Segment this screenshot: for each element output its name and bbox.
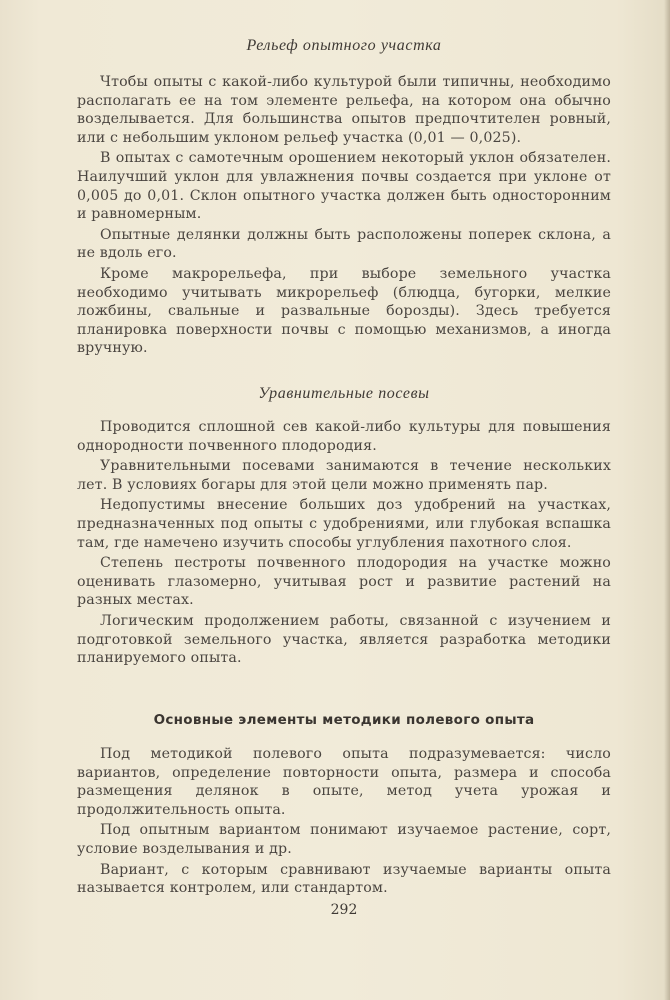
paragraph: Логическим продолжением работы, связанной с изучением и подготовкой земельного участка, является разработка методики планируемого опыта. [77, 612, 611, 667]
paragraph: Вариант, с которым сравнивают изучаемые варианты опыта называется контролем, или стандартом. [77, 861, 611, 897]
page-edge-shadow [664, 0, 670, 1000]
page-number: 292 [330, 902, 358, 918]
section-title-leveling-crops: Уравнительные посевы [258, 385, 430, 402]
section-body-leveling-crops [77, 418, 611, 668]
section-title-relief: Рельеф опытного участка [246, 37, 442, 54]
paragraph: Под методикой полевого опыта подразумевается: число вариантов, определение повторности опыта, размера и способа размещения делянок в опыте, метод учета урожая и продолжительность опыта. [77, 746, 611, 818]
section-title-methodology: Основные элементы методики полевого опыта [153, 712, 535, 728]
paragraph: Уравнительными посевами занимаются в течение нескольких лет. В условиях богары для этой цели можно применять пар. [77, 458, 611, 493]
section-body-relief [77, 73, 611, 358]
paragraph: Под опытным вариантом понимают изучаемое растение, сорт, условие возделывания и др. [77, 822, 611, 857]
paragraph: Кроме макрорельефа, при выборе земельного участка необходимо учитывать микрорельеф (блюдца, бугорки, мелкие ложбины, свальные и развальные борозды). Здесь требуется планировка поверхности почвы с помощью механизмов, а иногда вручную. [77, 265, 611, 357]
paragraph: Степень пестроты почвенного плодородия на участке можно оценивать глазомерно, учитывая рост и развитие растений на разных местах. [77, 555, 611, 609]
paragraph: Чтобы опыты с какой-либо культурой были типичны, необходимо располагать ее на том элементе рельефа, на котором она обычно возделывается. Для большинства опытов предпочтителен ровный, или с небольшим уклоном рельеф участка (0,01 — 0,025). [77, 74, 611, 146]
paragraph: В опытах с самотечным орошением некоторый уклон обязателен. Наилучший уклон для увлажнения почвы создается при уклоне от 0,005 до 0,01. Склон опытного участка должен быть односторонним и равномерным. [77, 150, 611, 223]
section-body-methodology [77, 745, 611, 898]
paragraph: Недопустимы внесение больших доз удобрений на участках, предназначенных под опыты с удобрениями, или глубокая вспашка там, где намечено изучить способы углубления пахотного слоя. [77, 497, 611, 551]
paragraph: Проводится сплошной сев какой-либо культуры для повышения однородности почвенного плодородия. [77, 419, 611, 454]
paragraph: Опытные делянки должны быть расположены поперек склона, а не вдоль его. [77, 226, 611, 262]
